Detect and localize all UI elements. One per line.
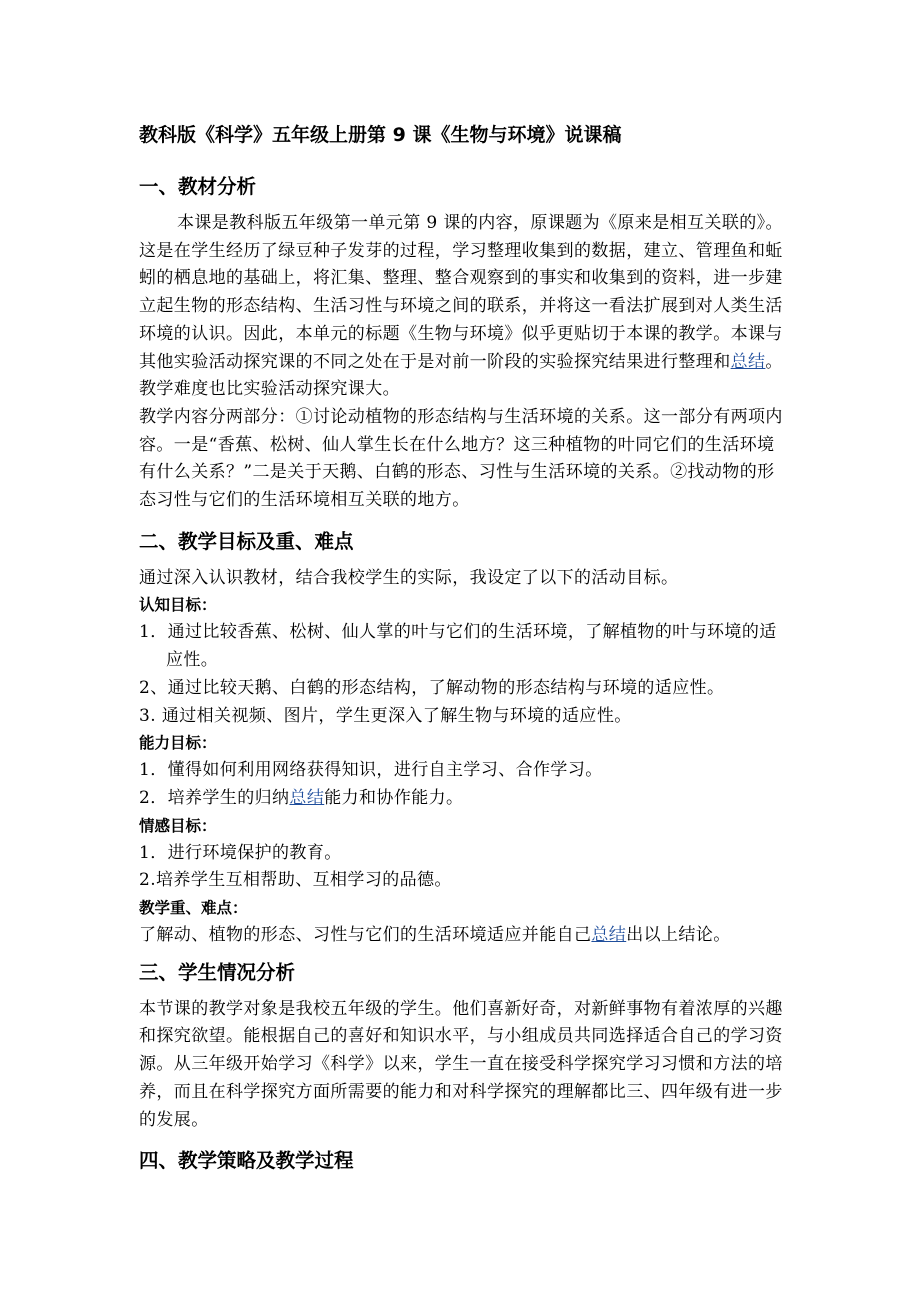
summary-link[interactable]: 总结 xyxy=(591,925,627,946)
summary-link[interactable]: 总结 xyxy=(289,787,325,808)
paragraph-student-analysis: 本节课的教学对象是我校五年级的学生。他们喜新好奇，对新鲜事物有着浓厚的兴趣和探究欲望。能根据自己的喜好和知识水平，与小组成员共同选择适合自己的学习资源。从三年级开始学习《科学》以来，学生一直在接受科学探究学习习惯和方法的培养，而且在科学探究方面所需要的能力和对科学探究的理解都比三、四年级有进一步的发展。 xyxy=(139,998,783,1130)
list-item: 2.培养学生互相帮助、互相学习的品德。 xyxy=(139,870,452,891)
section-heading-textbook-analysis: 一、教材分析 xyxy=(139,175,257,198)
section-heading-student-analysis: 三、学生情况分析 xyxy=(139,960,296,984)
paragraph-teaching-content: 教学内容分两部分：①讨论动植物的形态结构与生活环境的关系。这一部分有两项内容。一是“香蕉、松树、仙人掌生长在什么地方？这三种植物的叶同它们的生活环境有什么关系？”二是关于天鹅、白鹤的形态、习性与生活环境的关系。②找动物的形态习性与它们的生活环境相互关联的地方。 xyxy=(139,406,783,511)
document-title: 教科版《科学》五年级上册第 9 课《生物与环境》说课稿 xyxy=(139,124,622,146)
paragraph-key-points xyxy=(139,922,789,950)
subheading-cognitive-goals: 认知目标： xyxy=(139,596,217,615)
list-item-text: 能力和协作能力。 xyxy=(324,787,464,808)
list-item: 3. 通过相关视频、图片，学生更深入了解生物与环境的适应性。 xyxy=(139,705,632,726)
paragraph-goals-intro: 通过深入认识教材，结合我校学生的实际，我设定了以下的活动目标。 xyxy=(139,567,679,588)
list-item: 2、通过比较天鹅、白鹤的形态结构，了解动物的形态结构与环境的适应性。 xyxy=(139,677,725,698)
paragraph-text: 。教学难度也比实验活动探究课大。 xyxy=(139,351,783,400)
paragraph-text: 了解动、植物的形态、习性与它们的生活环境适应并能自己 xyxy=(139,925,592,946)
paragraph-textbook-intro xyxy=(139,210,789,404)
section-heading-strategy: 四、教学策略及教学过程 xyxy=(139,1149,354,1173)
subheading-key-points: 教学重、难点： xyxy=(139,899,248,918)
document-page xyxy=(139,120,789,1184)
list-item xyxy=(139,785,789,813)
subheading-ability-goals: 能力目标： xyxy=(139,734,217,753)
section-heading-goals: 二、教学目标及重、难点 xyxy=(139,529,354,553)
list-item-text: 2．培养学生的归纳 xyxy=(139,787,290,808)
subheading-emotion-goals: 情感目标： xyxy=(139,816,217,835)
list-item: 1．懂得如何利用网络获得知识，进行自主学习、合作学习。 xyxy=(139,760,603,781)
list-item: 1．进行环境保护的教育。 xyxy=(139,842,342,863)
paragraph-text: 出以上结论。 xyxy=(626,925,731,946)
list-item: 1．通过比较香蕉、松树、仙人掌的叶与它们的生活环境，了解植物的叶与环境的适应性。 xyxy=(139,622,777,671)
summary-link[interactable]: 总结 xyxy=(730,351,766,372)
paragraph-text: 本课是教科版五年级第一单元第 9 课的内容，原课题为《原来是相互关联的》。这是在学生经历了绿豆种子发芽的过程，学习整理收集到的数据，建立、管理鱼和蚯蚓的栖息地的基础上，将汇集、整理、整合观察到的事实和收集到的资料，进一步建立起生物的形态结构、生活习性与环境之间的联系，并将这一看法扩展到对人类生活环境的认识。因此，本单元的标题《生物与环境》似乎更贴切于本课的教学。本课与其他实验活动探究课的不同之处在于是对前一阶段的实验探究结果进行整理和 xyxy=(139,213,783,372)
